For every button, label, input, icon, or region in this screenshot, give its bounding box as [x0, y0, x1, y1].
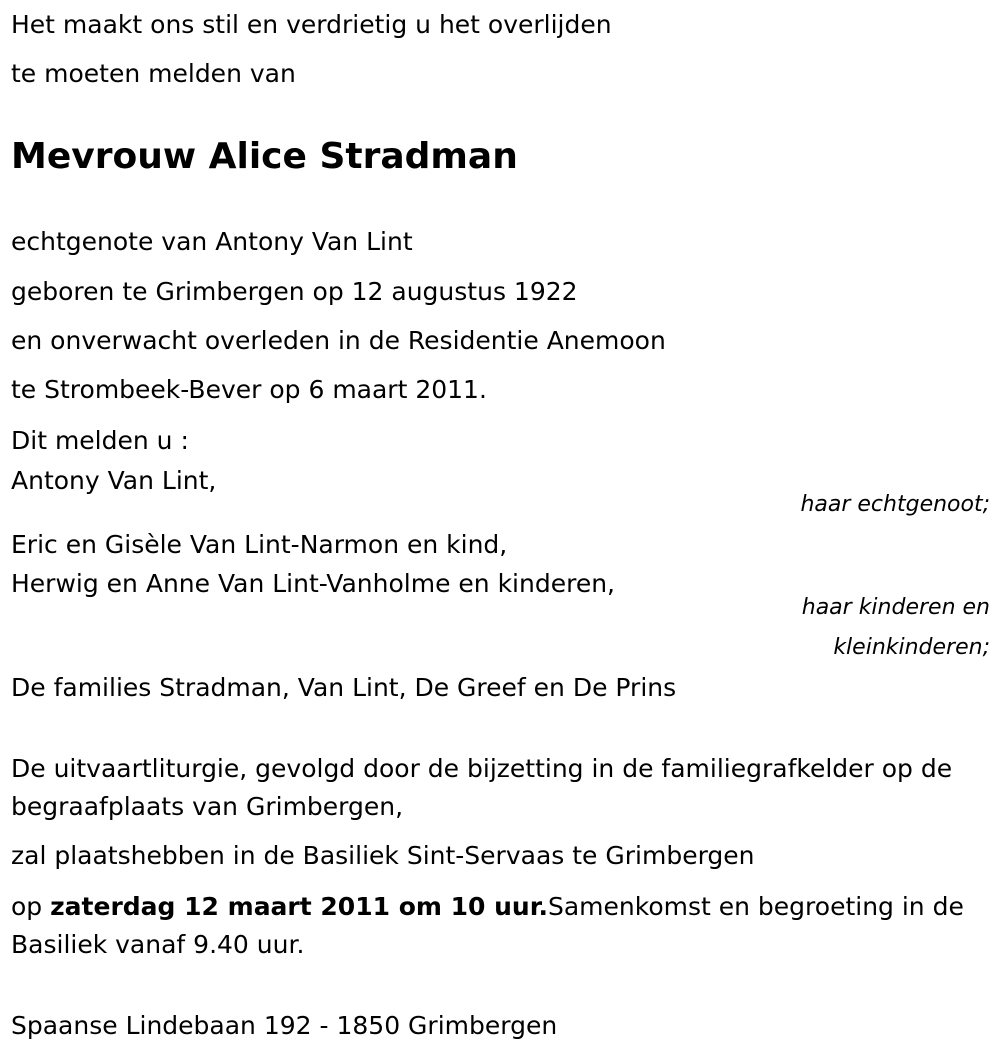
deceased-name: Mevrouw Alice Stradman: [11, 136, 518, 177]
death-place-date-line: te Strombeek-Bever op 6 maart 2011.: [11, 375, 487, 404]
funeral-location: zal plaatshebben in de Basiliek Sint-Servaas te Grimbergen: [11, 841, 755, 870]
families-line: De families Stradman, Van Lint, De Greef en De Prins: [11, 673, 677, 702]
announcers-heading: Dit melden u :: [11, 426, 189, 455]
husband-name: Antony Van Lint,: [11, 466, 217, 495]
funeral-date: [11, 888, 986, 964]
intro-line-1: Het maakt ons stil en verdrietig u het overlijden: [11, 10, 612, 39]
children-role-line-2: kleinkinderen;: [833, 635, 990, 660]
husband-role: haar echtgenoot;: [800, 492, 990, 517]
child-family-1: Eric en Gisèle Van Lint-Narmon en kind,: [11, 530, 508, 559]
children-role-line-1: haar kinderen en: [801, 595, 990, 620]
birth-line: geboren te Grimbergen op 12 augustus 1922: [11, 277, 578, 306]
child-family-2: Herwig en Anne Van Lint-Vanholme en kinderen,: [11, 569, 615, 598]
funeral-date-bold: zaterdag 12 maart 2011 om 10 uur.: [50, 892, 548, 921]
funeral-date-suffix: Samenkomst en begroeting in de Basiliek vanaf 9.40 uur.: [11, 892, 964, 959]
address-line: Spaanse Lindebaan 192 - 1850 Grimbergen: [11, 1011, 558, 1040]
spouse-line: echtgenote van Antony Van Lint: [11, 227, 413, 256]
intro-line-2: te moeten melden van: [11, 59, 296, 88]
death-line: en onverwacht overleden in de Residentie Anemoon: [11, 326, 666, 355]
funeral-date-prefix: op: [11, 892, 51, 921]
funeral-liturgy: De uitvaartliturgie, gevolgd door de bijzetting in de familiegrafkelder op de begraafplaats van Grimbergen,: [11, 754, 953, 821]
